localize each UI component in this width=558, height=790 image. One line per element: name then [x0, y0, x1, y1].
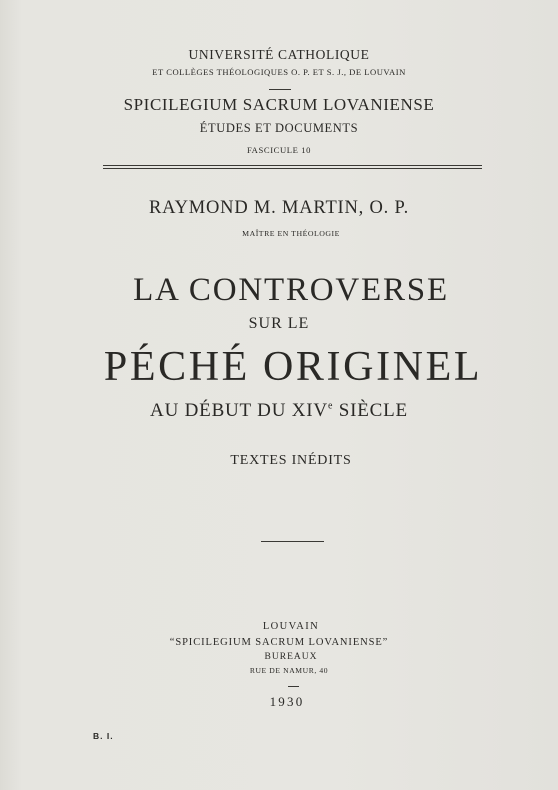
title-line-4-superscript: e	[327, 400, 334, 412]
center-rule	[261, 541, 324, 542]
series-title: SPICILEGIUM SACRUM LOVANIENSE	[123, 95, 435, 114]
title-line-4-main: AU DÉBUT DU XIV	[150, 400, 328, 421]
title-line-1: LA CONTROVERSE	[133, 272, 449, 308]
signature-mark: B. I.	[93, 731, 114, 741]
short-rule-top	[269, 89, 291, 90]
double-rule-top	[103, 165, 482, 166]
imprint-publisher: “SPICILEGIUM SACRUM LOVANIENSE”	[169, 637, 389, 648]
short-rule-bottom	[288, 686, 299, 687]
title-line-3: PÉCHÉ ORIGINEL	[103, 344, 483, 390]
title-line-2: SUR LE	[248, 315, 310, 332]
imprint-office: BUREAUX	[264, 652, 318, 662]
imprint-address: RUE DE NAMUR, 40	[249, 666, 329, 675]
author-name: RAYMOND M. MARTIN, O. P.	[149, 198, 409, 218]
double-rule-bottom	[103, 168, 482, 169]
title-line-4	[0, 400, 558, 422]
imprint-year: 1930	[269, 694, 305, 709]
university-name: UNIVERSITÉ CATHOLIQUE	[188, 47, 370, 62]
subseries-title: ÉTUDES ET DOCUMENTS	[199, 121, 359, 135]
subtitle: TEXTES INÉDITS	[230, 453, 352, 468]
author-title: MAÎTRE EN THÉOLOGIE	[242, 229, 340, 238]
fascicle-number: FASCICULE 10	[246, 145, 312, 155]
colleges-line: ET COLLÈGES THÉOLOGIQUES O. P. ET S. J., DE LOUVAIN	[152, 67, 406, 77]
imprint-city: LOUVAIN	[262, 621, 320, 632]
title-line-4-end: SIÈCLE	[333, 400, 408, 421]
